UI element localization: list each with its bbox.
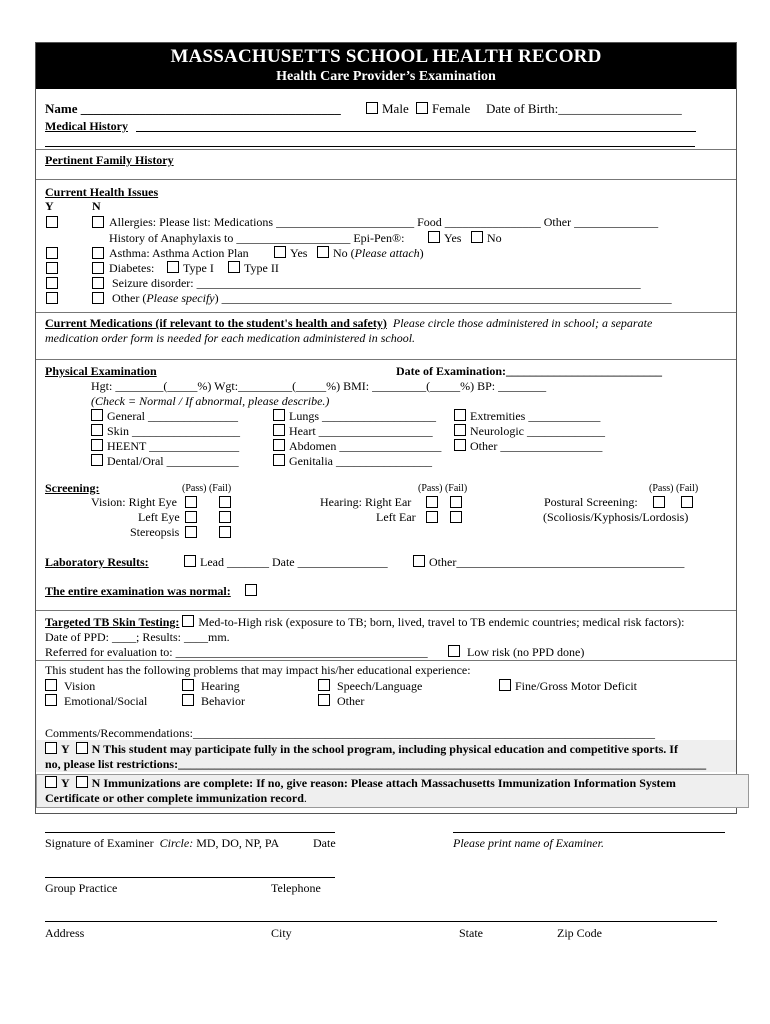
hearing-right-fail-checkbox[interactable]: [450, 496, 462, 508]
epipen-no-option[interactable]: No: [471, 231, 502, 245]
male-label: Male: [382, 101, 409, 116]
diabetes-label: Diabetes:: [109, 261, 155, 275]
address-line[interactable]: [45, 921, 717, 922]
exam-skin[interactable]: Skin __________________: [91, 424, 240, 438]
postural-label: Postural Screening:: [544, 495, 638, 509]
asthma-no-checkbox[interactable]: [92, 247, 104, 259]
asthma-plan-yes-checkbox[interactable]: [274, 246, 286, 258]
diabetes-no-checkbox[interactable]: [92, 262, 104, 274]
problem-vision[interactable]: Vision: [45, 679, 95, 693]
type1-option[interactable]: Type I: [167, 261, 214, 275]
hearing-right-label: Hearing: Right Ear: [320, 495, 412, 509]
vision-right-label: Vision: Right Eye: [91, 495, 177, 509]
hearing-right-pass-checkbox[interactable]: [426, 496, 438, 508]
problem-motor[interactable]: Fine/Gross Motor Deficit: [499, 679, 637, 693]
divider: [36, 149, 736, 150]
group-practice-line[interactable]: [45, 877, 335, 878]
medications-section: Current Medications (if relevant to the student's health and safety) Please circle those administered in school; a separate: [45, 316, 653, 330]
postural-sub-label: (Scoliosis/Kyphosis/Lordosis): [543, 510, 689, 524]
signature-line[interactable]: [45, 832, 335, 833]
diabetes-yes-checkbox[interactable]: [46, 262, 58, 274]
form-header: [36, 43, 736, 89]
ppd-line[interactable]: Date of PPD: ____; Results: ____mm.: [45, 630, 230, 644]
postural-pass-checkbox[interactable]: [653, 496, 665, 508]
physical-exam-heading: Physical Examination: [45, 364, 157, 378]
measurements-line[interactable]: Hgt: ________(_____%) Wgt:_________(_____%) BMI: _________(_____%) BP: ________: [91, 379, 547, 393]
hearing-left-label: Left Ear: [376, 510, 416, 524]
problem-other[interactable]: Other: [318, 694, 364, 708]
low-risk-option[interactable]: Low risk (no PPD done): [448, 645, 584, 659]
lab-other-field[interactable]: Other______________________________________: [413, 555, 684, 569]
referred-line[interactable]: Referred for evaluation to: __________________________________________: [45, 645, 428, 659]
female-checkbox[interactable]: [416, 102, 428, 114]
normal-exam-checkbox[interactable]: [245, 584, 257, 596]
pass-fail-header: (Pass) (Fail): [418, 483, 468, 494]
problem-speech[interactable]: Speech/Language: [318, 679, 422, 693]
medications-note: medication order form is needed for each medication administered in school.: [45, 331, 416, 345]
comments-field[interactable]: Comments/Recommendations:_____________________________________________________________________________: [45, 726, 655, 740]
vision-right-pass-checkbox[interactable]: [185, 496, 197, 508]
hearing-left-fail-checkbox[interactable]: [450, 511, 462, 523]
pass-fail-header: (Pass) (Fail): [649, 483, 699, 494]
stereopsis-fail-checkbox[interactable]: [219, 526, 231, 538]
type1-checkbox[interactable]: [167, 261, 179, 273]
health-issues-heading: Current Health Issues: [45, 185, 159, 199]
divider: [36, 312, 736, 313]
participation-line: Y N This student may participate fully in the school program, including physical education and competitive sports. If: [45, 742, 678, 756]
name-field[interactable]: Name ________________________________________: [45, 101, 341, 116]
immunization-line: Y N Immunizations are complete: If no, give reason: Please attach Massachusetts Immunization Information System: [45, 776, 676, 790]
lab-other-checkbox[interactable]: [413, 555, 425, 567]
epipen-yes-option[interactable]: Yes: [428, 231, 461, 245]
exam-general[interactable]: General _______________: [91, 409, 238, 423]
exam-other[interactable]: Other _________________: [454, 439, 602, 453]
immunization-no-checkbox[interactable]: [76, 776, 88, 788]
screening-heading: Screening:: [45, 481, 100, 495]
medical-history-line-1[interactable]: [136, 131, 696, 132]
yes-column-label: Y: [45, 199, 54, 213]
other-issue-yes-checkbox[interactable]: [46, 292, 58, 304]
zip-label: Zip Code: [557, 926, 602, 940]
tb-med-high-checkbox[interactable]: [182, 615, 194, 627]
medical-history-label: Medical History: [45, 119, 128, 133]
divider: [36, 359, 736, 360]
lead-field[interactable]: Lead _______ Date _______________: [184, 555, 388, 569]
divider: [36, 610, 736, 611]
vision-left-label: Left Eye: [138, 510, 180, 524]
exam-heent[interactable]: HEENT _______________: [91, 439, 239, 453]
medical-history-line-2[interactable]: [45, 146, 695, 147]
male-option[interactable]: [366, 102, 409, 116]
epipen-yes-checkbox[interactable]: [428, 231, 440, 243]
stereopsis-pass-checkbox[interactable]: [185, 526, 197, 538]
stereopsis-label: Stereopsis: [130, 525, 180, 539]
form-subtitle: Health Care Provider’s Examination: [276, 69, 496, 84]
check-note: (Check = Normal / If abnormal, please describe.): [91, 394, 330, 408]
immunization-line-2: Certificate or other complete immunization record.: [45, 791, 307, 805]
asthma-label: Asthma: Asthma Action Plan: [109, 246, 249, 260]
exam-abdomen[interactable]: Abdomen _________________: [273, 439, 441, 453]
print-name-label: Please print name of Examiner.: [453, 836, 604, 850]
exam-dental[interactable]: Dental/Oral ____________: [91, 454, 239, 468]
normal-exam-label: The entire examination was normal:: [45, 584, 231, 598]
problem-hearing[interactable]: Hearing: [182, 679, 240, 693]
family-history-label: Pertinent Family History: [45, 153, 174, 167]
postural-fail-checkbox[interactable]: [681, 496, 693, 508]
allergies-no-checkbox[interactable]: [92, 216, 104, 228]
tb-section: Targeted TB Skin Testing: Med-to-High risk (exposure to TB; born, lived, travel to TB endemic countries; medical risk factors):: [45, 615, 685, 629]
vision-left-fail-checkbox[interactable]: [219, 511, 231, 523]
seizure-line[interactable]: Seizure disorder: __________________________________________________________________________: [112, 276, 641, 290]
city-label: City: [271, 926, 292, 940]
vision-left-pass-checkbox[interactable]: [185, 511, 197, 523]
lead-checkbox[interactable]: [184, 555, 196, 567]
hearing-left-pass-checkbox[interactable]: [426, 511, 438, 523]
type2-option[interactable]: Type II: [228, 261, 279, 275]
lab-heading: Laboratory Results:: [45, 555, 149, 569]
signature-label: Signature of Examiner Circle: MD, DO, NP, PA: [45, 836, 280, 850]
no-column-label: N: [92, 199, 101, 213]
epipen-no-checkbox[interactable]: [471, 231, 483, 243]
seizure-no-checkbox[interactable]: [92, 277, 104, 289]
form-title: MASSACHUSETTS SCHOOL HEALTH RECORD: [170, 46, 602, 67]
asthma-yes-checkbox[interactable]: [46, 247, 58, 259]
problem-emotional[interactable]: Emotional/Social: [45, 694, 147, 708]
exam-date-field[interactable]: Date of Examination:__________________________: [396, 364, 662, 378]
state-label: State: [459, 926, 483, 940]
type2-checkbox[interactable]: [228, 261, 240, 273]
other-issue-no-checkbox[interactable]: [92, 292, 104, 304]
medications-heading: Current Medications (if relevant to the student's health and safety): [45, 316, 387, 330]
print-name-line[interactable]: [453, 832, 725, 833]
anaphylaxis-line[interactable]: History of Anaphylaxis to ___________________ Epi-Pen®:: [109, 231, 405, 245]
date-of-birth-field[interactable]: Date of Birth:___________________: [486, 101, 682, 116]
participate-no-checkbox[interactable]: [76, 742, 88, 754]
exam-heart[interactable]: Heart ___________________: [273, 424, 433, 438]
address-label: Address: [45, 926, 85, 940]
exam-lungs[interactable]: Lungs ___________________: [273, 409, 436, 423]
asthma-plan-no-option[interactable]: No (Please attach): [317, 246, 424, 260]
exam-genitalia[interactable]: Genitalia ________________: [273, 454, 432, 468]
immunization-yes-checkbox[interactable]: [45, 776, 57, 788]
divider: [36, 179, 736, 180]
low-risk-checkbox[interactable]: [448, 645, 460, 657]
problems-intro: This student has the following problems that may impact his/her educational experience:: [45, 663, 471, 677]
pass-fail-header: (Pass) (Fail): [182, 483, 232, 494]
vision-right-fail-checkbox[interactable]: [219, 496, 231, 508]
asthma-plan-no-checkbox[interactable]: [317, 246, 329, 258]
participate-yes-checkbox[interactable]: [45, 742, 57, 754]
health-record-form: [35, 42, 737, 814]
seizure-yes-checkbox[interactable]: [46, 277, 58, 289]
group-practice-label: Group Practice: [45, 881, 118, 895]
female-label: Female: [432, 101, 471, 116]
exam-neurologic[interactable]: Neurologic _____________: [454, 424, 605, 438]
signature-date-label: Date: [313, 836, 336, 850]
asthma-plan-yes-option[interactable]: Yes: [274, 246, 307, 260]
restrictions-field[interactable]: no, please list restrictions:________________________________________________________________________________________: [45, 757, 707, 771]
allergies-line[interactable]: Allergies: Please list: Medications _______________________ Food ________________ Other ______________: [109, 215, 659, 229]
tb-heading: Targeted TB Skin Testing:: [45, 615, 180, 629]
telephone-label: Telephone: [271, 881, 321, 895]
allergies-yes-checkbox[interactable]: [46, 216, 58, 228]
problem-behavior[interactable]: Behavior: [182, 694, 245, 708]
male-checkbox[interactable]: [366, 102, 378, 114]
exam-extremities[interactable]: Extremities ____________: [454, 409, 600, 423]
divider: [36, 660, 736, 661]
female-option[interactable]: [416, 102, 470, 116]
other-issue-line[interactable]: Other (Please specify) ___________________________________________________________________________: [112, 291, 672, 305]
